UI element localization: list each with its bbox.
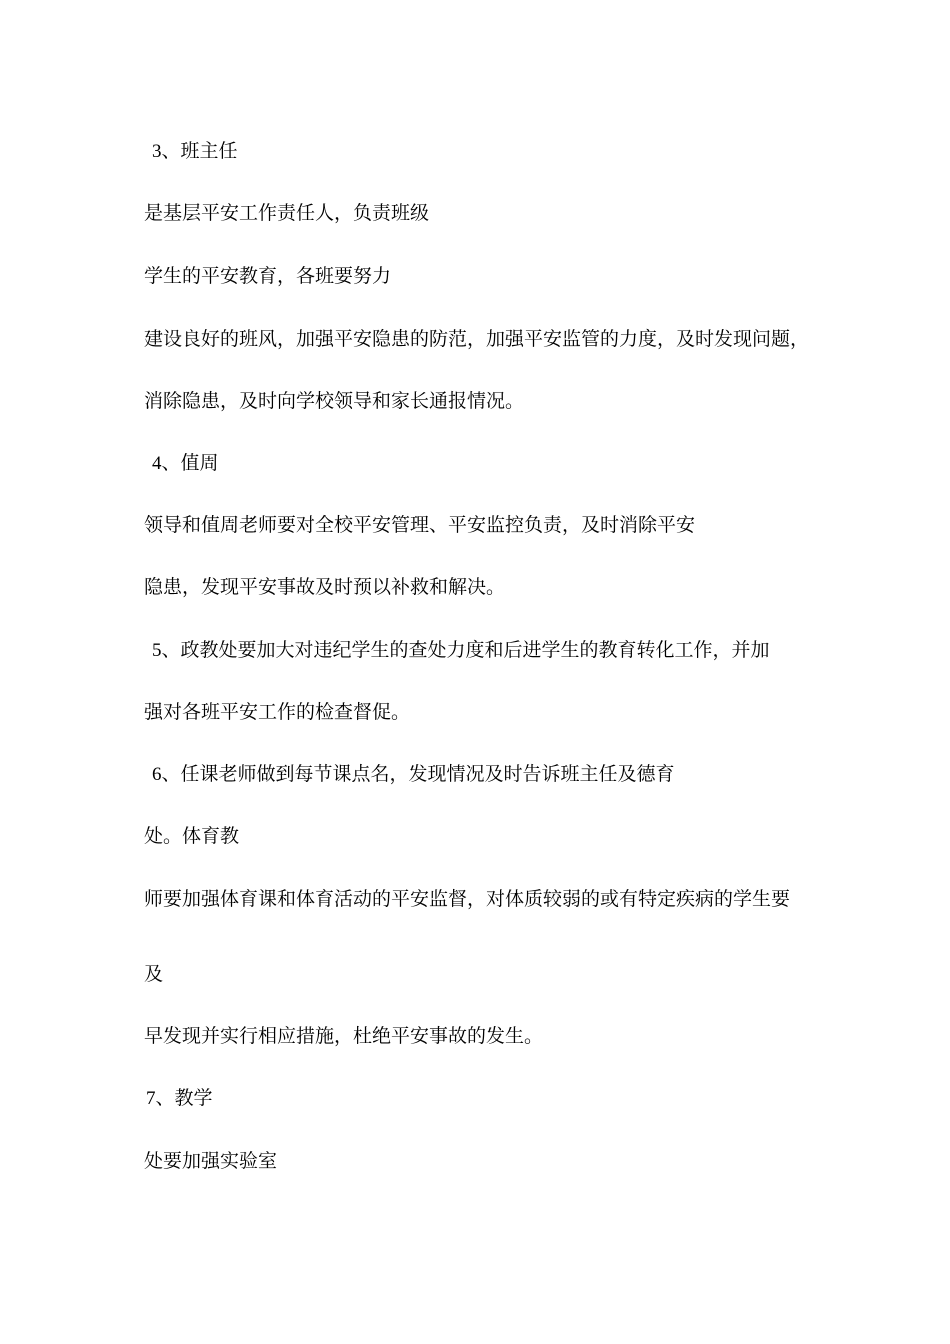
paragraph-line: 隐患，发现平安事故及时预以补救和解决。 — [144, 576, 506, 598]
section-heading-4 — [152, 451, 219, 476]
paragraph-line: 处要加强实验室 — [144, 1150, 278, 1172]
paragraph-text: 任课老师做到每节课点名，发现情况及时告诉班主任及德育 — [180, 763, 675, 785]
paragraph-line: 处。体育教 — [144, 825, 240, 847]
section-heading-5 — [152, 638, 770, 663]
paragraph-text: 教学 — [174, 1087, 213, 1109]
section-number: 3、 — [152, 141, 181, 162]
paragraph-text: 值周 — [180, 452, 219, 474]
paragraph-line: 领导和值周老师要对全校平安管理、平安监控负责，及时消除平安 — [144, 514, 696, 536]
paragraph-line: 强对各班平安工作的检查督促。 — [144, 701, 411, 723]
section-heading-6 — [152, 762, 675, 787]
paragraph-text: 班主任 — [180, 140, 238, 162]
paragraph-line: 消除隐患，及时向学校领导和家长通报情况。 — [144, 390, 525, 412]
paragraph-line: 学生的平安教育，各班要努力 — [144, 265, 392, 287]
section-heading-7 — [146, 1086, 213, 1111]
section-number: 7、 — [146, 1088, 175, 1109]
section-number: 4、 — [152, 453, 181, 474]
paragraph-line: 早发现并实行相应措施，杜绝平安事故的发生。 — [144, 1025, 544, 1047]
paragraph-line: 及 — [144, 963, 164, 985]
section-number: 6、 — [152, 764, 181, 785]
paragraph-line: 是基层平安工作责任人，负责班级 — [144, 202, 430, 224]
paragraph-text: 政教处要加大对违纪学生的查处力度和后进学生的教育转化工作，并加 — [180, 639, 770, 661]
section-heading-3 — [152, 139, 238, 164]
section-number: 5、 — [152, 640, 181, 661]
paragraph-line: 师要加强体育课和体育活动的平安监督，对体质较弱的或有特定疾病的学生要 — [144, 888, 791, 910]
paragraph-line: 建设良好的班风，加强平安隐患的防范，加强平安监管的力度，及时发现问题， — [144, 328, 810, 350]
